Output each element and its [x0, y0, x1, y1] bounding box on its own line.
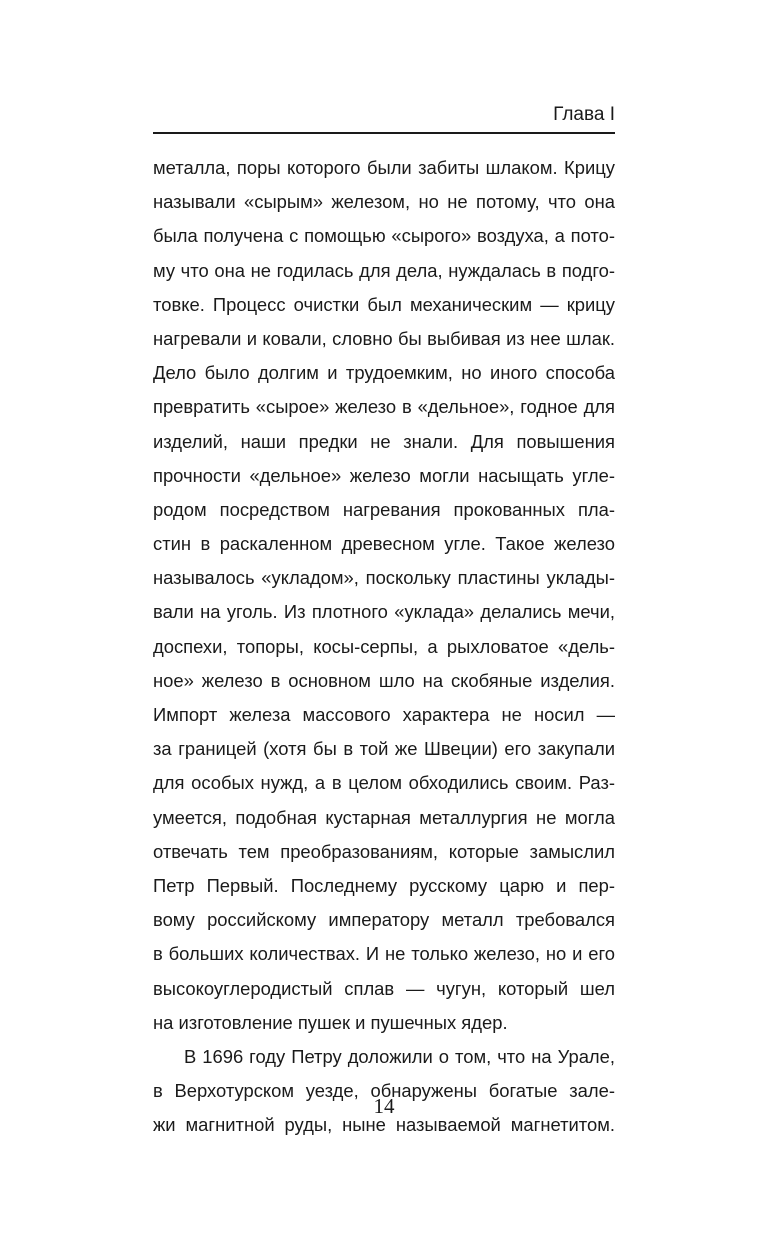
text-line: товке. Процесс очистки был механическим — крицу [153, 293, 615, 315]
text-line: умеется, подобная кустарная металлургия не могла [153, 806, 615, 828]
text-line: му что она не годилась для дела, нуждалась в подго- [153, 259, 615, 281]
text-line: изделий, наши предки не знали. Для повышения [153, 430, 615, 452]
text-line: высокоуглеродистый сплав — чугун, который шел [153, 977, 615, 999]
text-line: Петр Первый. Последнему русскому царю и пер- [153, 874, 615, 896]
text-line: доспехи, топоры, косы-серпы, а рыхловатое «дель- [153, 635, 615, 657]
text-line: вому российскому императору металл требовался [153, 909, 615, 931]
text-line: Дело было долгим и трудоемким, но иного способа [153, 362, 615, 384]
text-line: в больших количествах. И не только железо, но и его [153, 943, 615, 965]
text-line: нагревали и ковали, словно бы выбивая из нее шлак. [153, 327, 615, 349]
text-line: вали на уголь. Из плотного «уклада» делались мечи, [153, 601, 615, 623]
text-line: на изготовление пушек и пушечных ядер. [153, 1011, 508, 1033]
paragraph [153, 151, 615, 1040]
text-line: была получена с помощью «сырого» воздуха, а пото- [153, 225, 615, 247]
page-number: 14 [373, 1094, 395, 1118]
text-line: В 1696 году Петру доложили о том, что на Урале, [184, 1045, 615, 1067]
header-rule [153, 132, 615, 134]
text-line: за границей (хотя бы в той же Швеции) его закупали [153, 738, 615, 760]
text-line: жи магнитной руды, ныне называемой магнетитом. [153, 1114, 615, 1136]
text-line: прочности «дельное» железо могли насыщать угле- [153, 464, 615, 486]
text-line: ное» железо в основном шло на скобяные изделия. [153, 669, 615, 691]
text-line: называли «сырым» железом, но не потому, что она [153, 191, 615, 213]
text-line: металла, поры которого были забиты шлаком. Крицу [153, 157, 615, 178]
body-text [153, 151, 615, 1142]
text-line: превратить «сырое» железо в «дельное», годное для [153, 396, 615, 418]
text-line: называлось «укладом», поскольку пластины уклады- [153, 567, 615, 589]
running-head-chapter: Глава I [553, 104, 615, 125]
text-line: родом посредством нагревания прокованных пла- [153, 498, 615, 520]
paragraph [153, 1040, 615, 1143]
text-line: в Верхотурском уезде, обнаружены богатые зале- [153, 1080, 615, 1102]
text-line: Импорт железа массового характера не носил — [153, 704, 615, 725]
text-line: отвечать тем преобразованиям, которые замыслил [153, 840, 615, 862]
text-line: стин в раскаленном древесном угле. Такое железо [153, 533, 615, 555]
text-line: для особых нужд, а в целом обходились своим. Раз- [153, 772, 615, 794]
